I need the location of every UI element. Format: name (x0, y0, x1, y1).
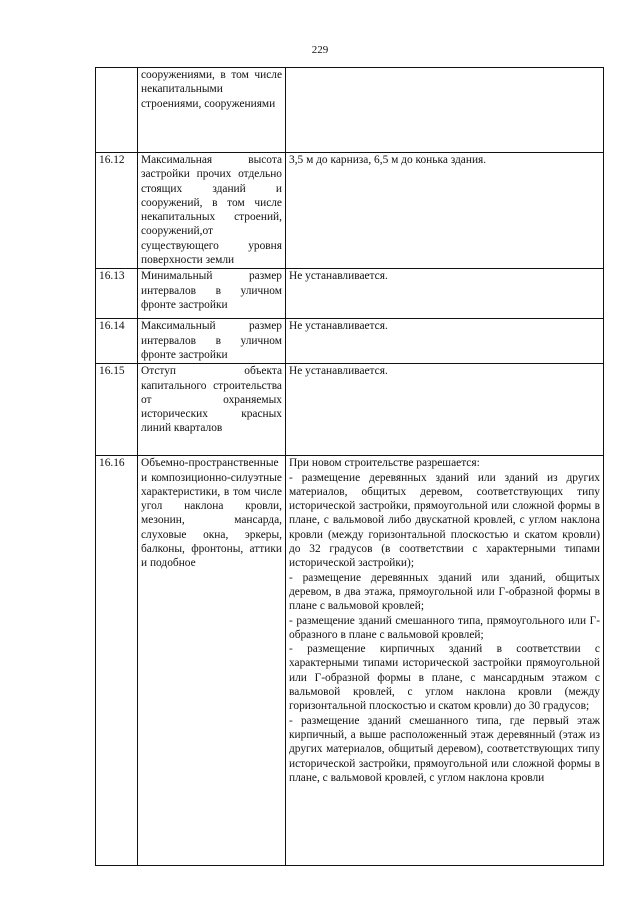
parameter-value (286, 364, 604, 456)
table-row (96, 269, 604, 319)
value-paragraph: Не устанавливается. (289, 320, 388, 333)
row-number: 16.14 (96, 319, 138, 364)
table-row (96, 153, 604, 269)
value-paragraph: Не устанавливается. (289, 270, 388, 283)
value-paragraph: - размещение кирпичных зданий в соответствии с характерными типами исторической застройки прямоугольной или Г-образной формы в плане, с мансардным этажом с вальмовой кровлей, с углом наклона кровли (между горизонтальной плоскостью и скатом кровли) до 30 градусов; (289, 643, 600, 713)
value-paragraph: Не устанавливается. (289, 365, 388, 378)
table-row (96, 456, 604, 866)
regulations-table (95, 67, 604, 866)
row-number: 16.13 (96, 269, 138, 319)
value-paragraph: - размещение деревянных зданий или зданий из других материалов, общитых деревом, соответствующих типу исторической застройки, прямоугольной или сложной формы в плане, с вальмовой либо двускатной кровлей, с углом наклона кровли (между горизонтальной плоскостью и скатом кровли) до 32 градусов (в соответствии с характерными типами исторической застройки); (289, 471, 600, 570)
value-paragraph: 3,5 м до карниза, 6,5 м до конька здания. (289, 154, 487, 166)
row-number: 16.16 (96, 456, 138, 866)
parameter-name: Максимальный размер интервалов в уличном фронте застройки (138, 319, 286, 364)
table-row (96, 364, 604, 456)
value-paragraph: При новом строительстве разрешается: (289, 457, 480, 470)
parameter-value (286, 456, 604, 866)
parameter-name: Минимальный размер интервалов в уличном фронте застройки (138, 269, 286, 319)
row-number (96, 68, 138, 153)
parameter-value (286, 269, 604, 319)
value-paragraph: - размещение деревянных зданий или зданий, общитых деревом, в два этажа, прямоугольной или Г-образной формы в плане с вальмовой кровлей; (289, 571, 600, 613)
table-row (96, 319, 604, 364)
value-paragraph: - размещение зданий смешанного типа, прямоугольного или Г-образного в плане с вальмовой кровлей; (289, 614, 600, 641)
parameter-name: сооружениями, в том числе некапитальными строениями, сооружениями (138, 68, 286, 153)
parameter-name: Объемно-пространственные и композиционно-силуэтные характеристики, в том числе угол наклона кровли, мезонин, мансарда, слуховые окна, эркеры, балконы, фронтоны, аттики и подобное (138, 456, 286, 866)
value-paragraph: - размещение зданий смешанного типа, где первый этаж кирпичный, а выше расположенный этаж деревянный (этаж из других материалов, общитый деревом), соответствующих типу исторической застройки, прямоугольной или сложной формы в плане, с вальмовой кровлей, с углом наклона кровли (289, 714, 600, 784)
parameter-value (286, 153, 604, 269)
parameter-value (286, 319, 604, 364)
parameter-name: Максимальная высота застройки прочих отдельно стоящих зданий и сооружений, в том числе некапитальных строений, сооружений,от существующего уровня поверхности земли (138, 153, 286, 269)
table-row (96, 68, 604, 153)
parameter-name: Отступ объекта капитального строительства от охраняемых исторических красных линий кварталов (138, 364, 286, 456)
row-number: 16.12 (96, 153, 138, 269)
parameter-value (286, 68, 604, 153)
page-number: 229 (311, 44, 329, 56)
row-number: 16.15 (96, 364, 138, 456)
